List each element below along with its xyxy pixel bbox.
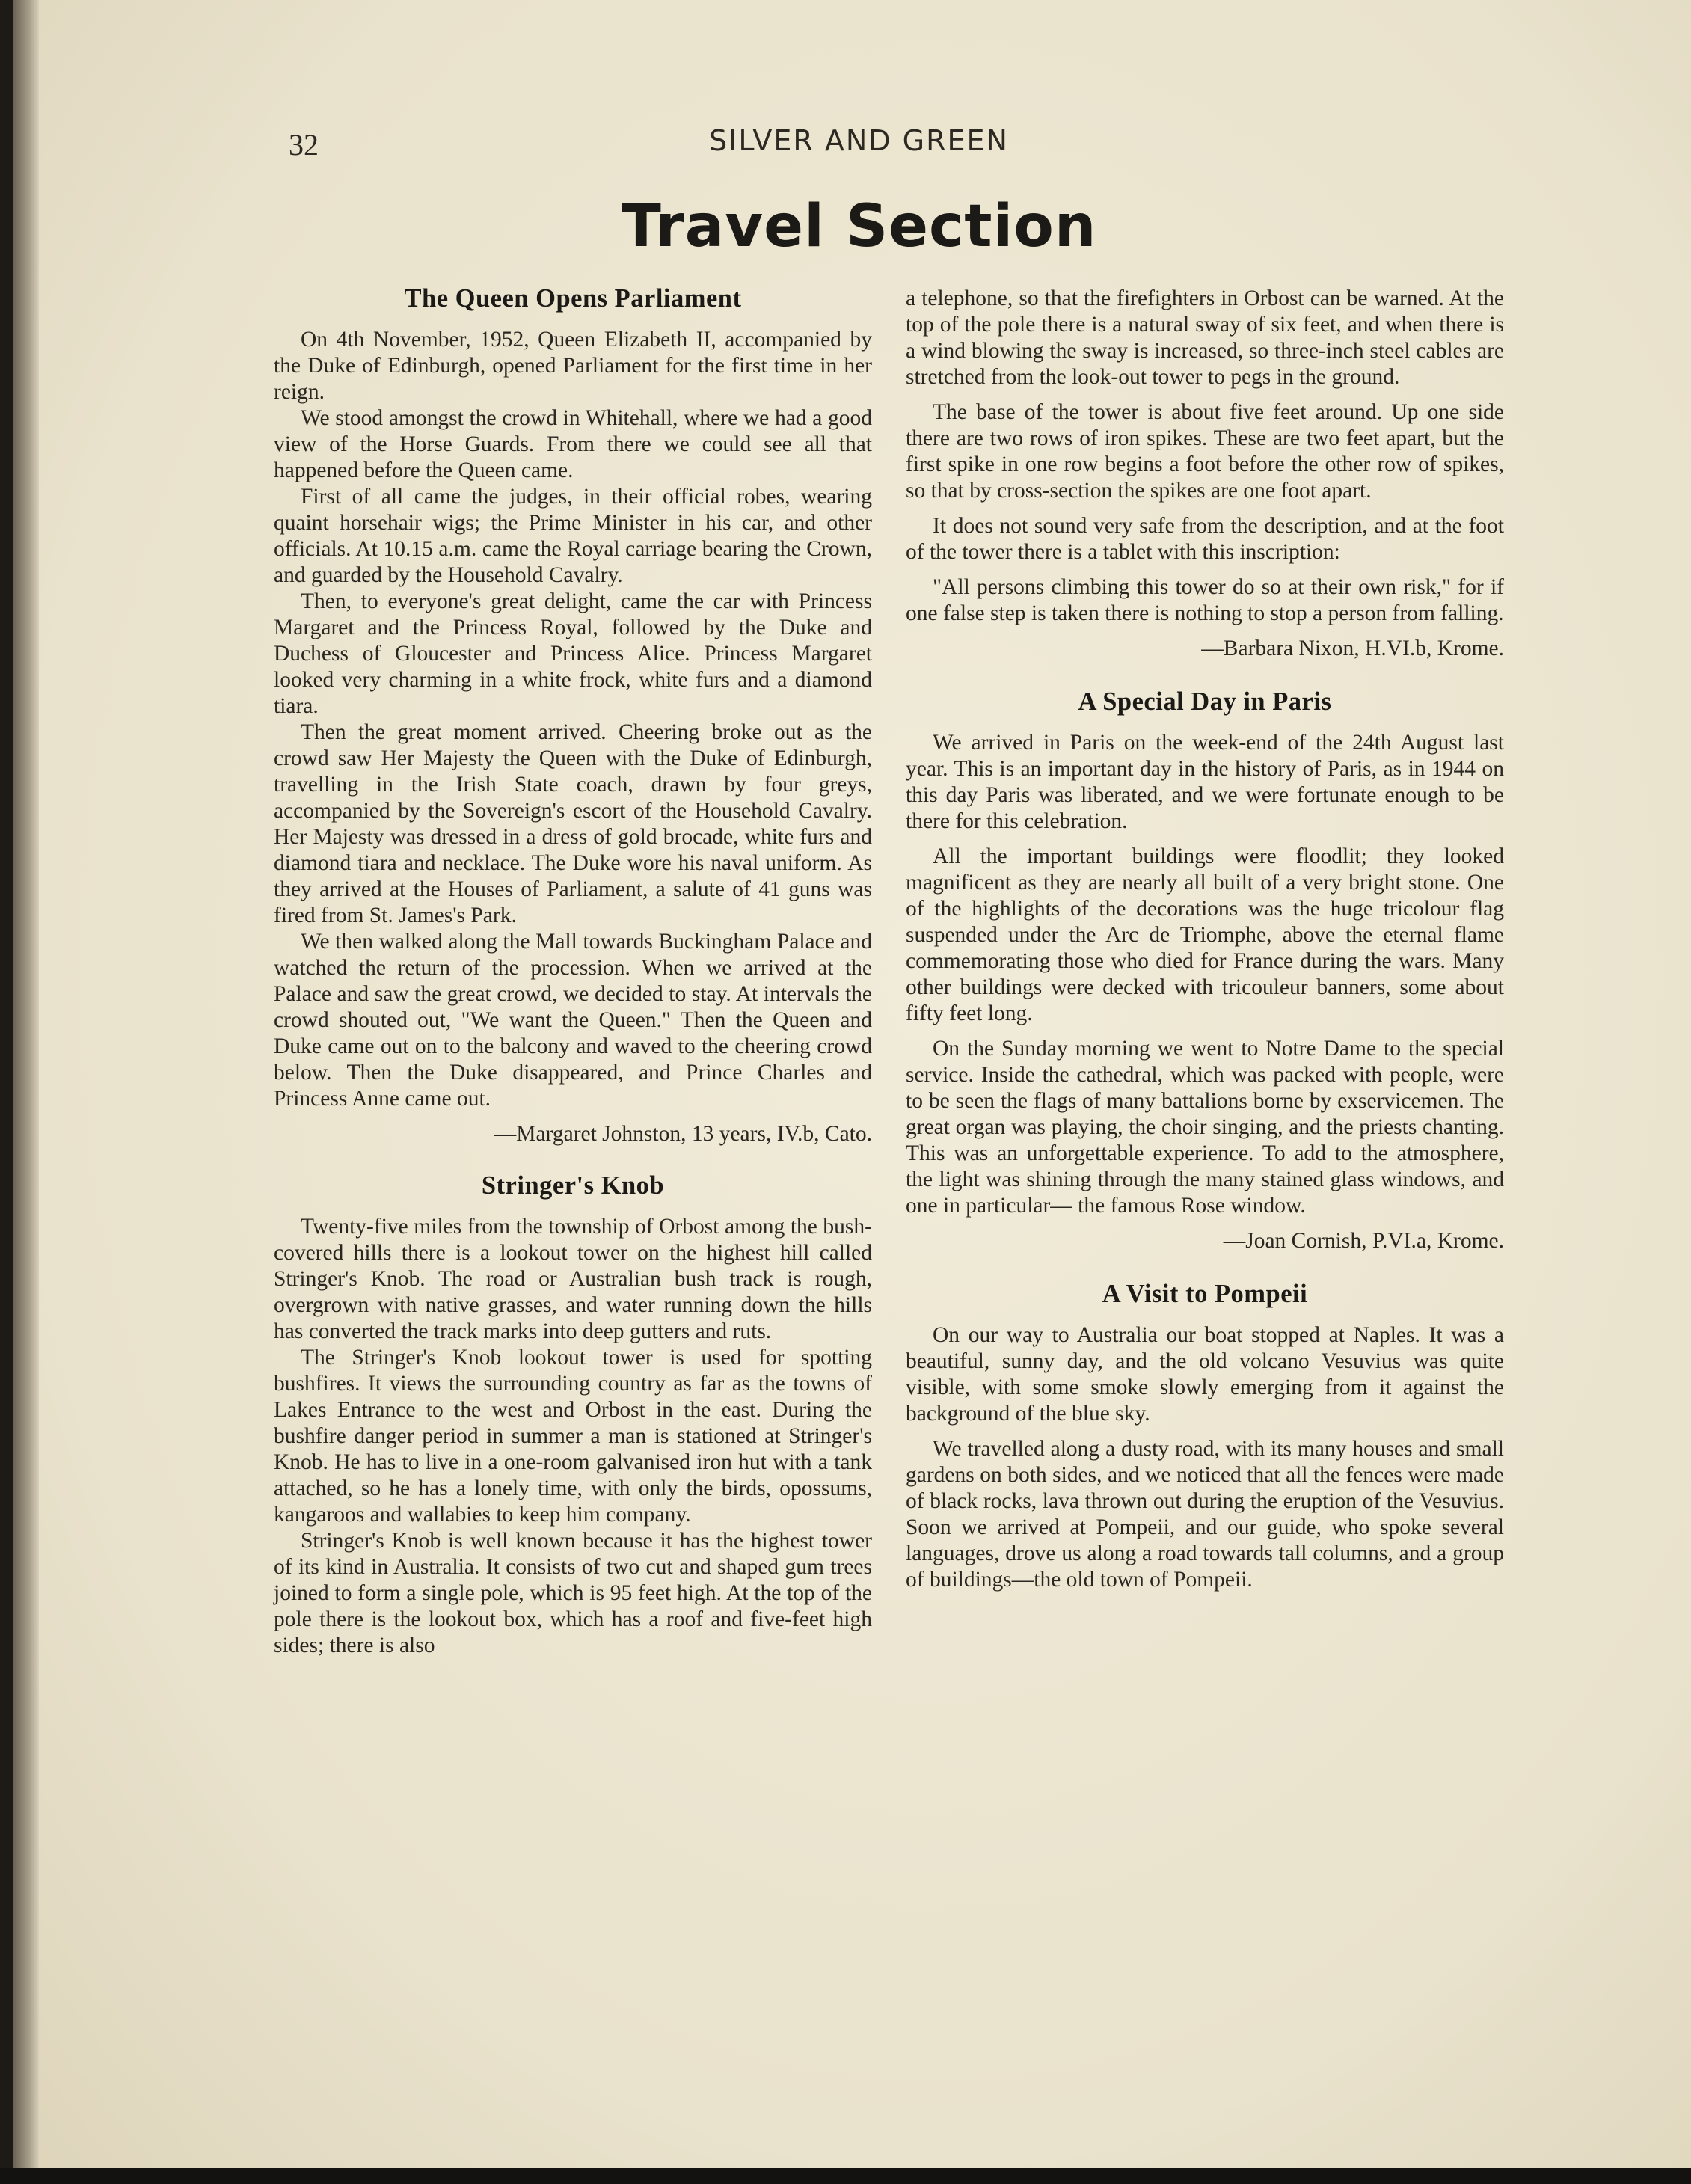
page-binding-shadow xyxy=(13,0,39,2168)
article-queen-opens-parliament xyxy=(274,286,872,1147)
article-title: A Special Day in Paris xyxy=(1078,687,1332,716)
magazine-page xyxy=(13,0,1691,2168)
article-paragraph: On the Sunday morning we went to Notre Dame to the special service. Inside the cathedral, which was packed with people, were to be seen the flags of many battalions borne by exservicemen. The great organ was playing, the choir singing, and the priests chanting. This was an unforgettable experience. To add to the atmosphere, the light was shining through the many stained glass windows, and one in particular— the famous Rose window. xyxy=(906,1037,1504,1218)
article-visit-to-pompeii xyxy=(906,1281,1504,1593)
running-title: SILVER AND GREEN xyxy=(709,124,1009,157)
article-stringers-knob xyxy=(274,1173,872,1659)
article-paragraph: We arrived in Paris on the week-end of the 24th August last year. This is an important day in the history of Paris, as in 1944 on this day Paris was liberated, and we were fortunate enough to be there for this celebration. xyxy=(906,731,1504,833)
article-title: A Visit to Pompeii xyxy=(1102,1280,1308,1308)
article-paragraph: We then walked along the Mall towards Buckingham Palace and watched the return of the procession. When we arrived at the Palace and saw the great crowd, we decided to stay. At intervals the crowd shouted out, "We want the Queen." Then the Queen and Duke came out on to the balcony and waved to the cheering crowd below. Then the Duke disappeared, and Prince Charles and Princess Anne came out. xyxy=(274,930,872,1111)
article-paragraph: It does not sound very safe from the description, and at the foot of the tower there is a tablet with this inscription: xyxy=(906,514,1504,564)
page-bottom-edge xyxy=(0,2168,1691,2184)
article-paragraph: All the important buildings were floodlit; they looked magnificent as they are nearly all built of a very bright stone. One of the highlights of the decorations was the huge tricolour flag suspended under the Arc de Triomphe, above the eternal flame commemorating those who died for France during the wars. Many other buildings were decked with tricouleur banners, some about fifty feet long. xyxy=(906,844,1504,1025)
article-paragraph: Then, to everyone's great delight, came the car with Princess Margaret and the Princess Royal, followed by the Duke and Duchess of Gloucester and Princess Alice. Princess Margaret looked very charming in a white frock, white furs and a diamond tiara. xyxy=(274,589,872,718)
article-paragraph: We travelled along a dusty road, with its many houses and small gardens on both sides, and we noticed that all the fences were made of black rocks, lava thrown out during the eruption of the Vesuvius. Soon we arrived at Pompeii, and our guide, who spoke several languages, drove us along a road towards tall columns, and a group of buildings—the old town of Pompeii. xyxy=(906,1437,1504,1592)
right-column xyxy=(906,286,1504,1620)
left-column xyxy=(274,286,872,1684)
article-title: Stringer's Knob xyxy=(481,1171,665,1200)
article-paragraph: a telephone, so that the firefighters in Orbost can be warned. At the top of the pole there is a natural sway of six feet, and when there is a wind blowing the sway is increased, so three-inch steel cables are stretched from the look-out tower to pegs in the ground. xyxy=(906,286,1504,389)
article-stringers-knob-continued xyxy=(906,286,1504,662)
article-paragraph: Then the great moment arrived. Cheering broke out as the crowd saw Her Majesty the Queen with the Duke of Edinburgh, travelling in the Irish State coach, drawn by four greys, accompanied by the Sovereign's escort of the Household Cavalry. Her Majesty was dressed in a dress of gold brocade, white furs and diamond tiara and necklace. The Duke wore his naval uniform. As they arrived at the Houses of Parliament, a salute of 41 guns was fired from St. James's Park. xyxy=(274,720,872,927)
article-paragraph: Twenty-five miles from the township of Orbost among the bush-covered hills there is a lookout tower on the highest hill called Stringer's Knob. The road or Australian bush track is rough, overgrown with native grasses, and water running down the hills has converted the track marks into deep gutters and ruts. xyxy=(274,1215,872,1343)
section-title: Travel Section xyxy=(621,193,1097,260)
article-byline: —Barbara Nixon, H.VI.b, Krome. xyxy=(1201,637,1504,660)
article-paragraph: "All persons climbing this tower do so at their own risk," for if one false step is taken there is nothing to stop a person from falling. xyxy=(906,575,1504,625)
article-byline: —Joan Cornish, P.VI.a, Krome. xyxy=(1223,1229,1504,1253)
article-paragraph: The base of the tower is about five feet around. Up one side there are two rows of iron spikes. These are two feet apart, but the first spike in one row begins a foot before the other row of spikes, so that by cross-section the spikes are one foot apart. xyxy=(906,400,1504,503)
article-paragraph: First of all came the judges, in their official robes, wearing quaint horsehair wigs; the Prime Minister in his car, and other officials. At 10.15 a.m. came the Royal carriage bearing the Crown, and guarded by the Household Cavalry. xyxy=(274,485,872,587)
article-paragraph: We stood amongst the crowd in Whitehall, where we had a good view of the Horse Guards. From there we could see all that happened before the Queen came. xyxy=(274,406,872,482)
article-paragraph: On our way to Australia our boat stopped at Naples. It was a beautiful, sunny day, and the old volcano Vesuvius was quite visible, with some smoke slowly emerging from it against the background of the blue sky. xyxy=(906,1323,1504,1426)
article-paragraph: The Stringer's Knob lookout tower is used for spotting bushfires. It views the surrounding country as far as the towns of Lakes Entrance to the west and Orbost in the east. During the bushfire danger period in summer a man is stationed at Stringer's Knob. He has to live in a one-room galvanised iron hut with a tank attached, so he has a lonely time, with only the birds, opossums, kangaroos and wallabies to keep him company. xyxy=(274,1346,872,1527)
article-special-day-in-paris xyxy=(906,689,1504,1254)
article-title: The Queen Opens Parliament xyxy=(404,284,742,313)
page-number: 32 xyxy=(289,128,319,162)
article-paragraph: Stringer's Knob is well known because it has the highest tower of its kind in Australia. It consists of two cut and shaped gum trees joined to form a single pole, which is 95 feet high. At the top of the pole there is the lookout box, which has a roof and five-feet high sides; there is also xyxy=(274,1529,872,1657)
article-paragraph: On 4th November, 1952, Queen Elizabeth II, accompanied by the Duke of Edinburgh, opened Parliament for the first time in her reign. xyxy=(274,328,872,404)
article-byline: —Margaret Johnston, 13 years, IV.b, Cato. xyxy=(494,1122,872,1146)
